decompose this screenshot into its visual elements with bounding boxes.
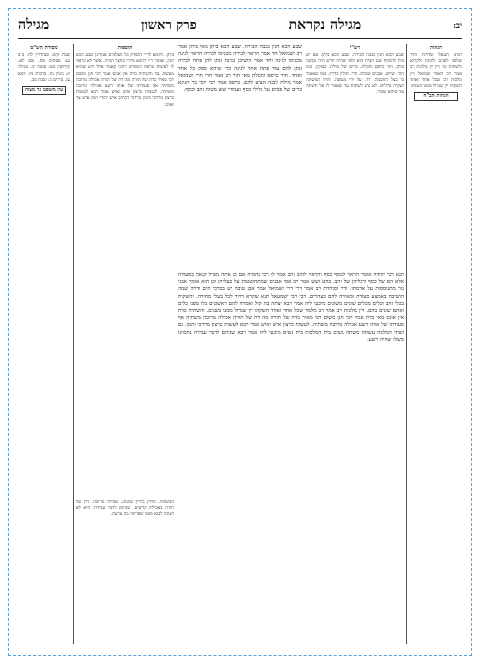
rashi-lower-text: המשתה. תולין כדרין במנהג. אכילה מרובה. דת של תורה באכילת קדשים. שניהם לדבר עבירה. היא לא רצתה לבוא מפני שפרחה בה צרעת. bbox=[76, 500, 174, 518]
tosafot-text: ביתן. ותימא לר״י דבפרק כל הצלמים אמרינן שבע הכא חגין. ואומר ר״י דהכא מיירי בחצר הבית. אשר לא כראוי לו לעשות ונראה דמפרש דהכי קאמר אילו ידע שהיא מעשה. גבי והשתיה כדת אין אונס אמר רבי חנן משום רבי מאיר כדת של תורה מה דת של תורה אכילה מרובה משתיה אף סעודתו של אותו רשע אכילה מרובה משתיה. לעשות כרצון איש ואיש אמר רבא לעשות כרצון מרדכי והמן מרדכי דכתיב איש יהודי המן איש צר ואויב. bbox=[76, 53, 174, 108]
main-text-bottom bbox=[178, 272, 404, 644]
side-left-text: שבת קיט: סנהדרין לח. ב״ב עג: פסחים סח. שם לא. קידושין מט: סוטה יב. מגילה יג: גיטין נח. ברכות נח. יומא עז. נדרים כ: שבת מב. bbox=[18, 53, 70, 83]
column-divider bbox=[73, 44, 74, 644]
side-column-left bbox=[18, 44, 70, 644]
header-rule bbox=[18, 38, 462, 39]
side-right-text: רבינו חננאל שדרות הדר שלפני לפנים ולהבין ולקרוא ולשתות וגו׳ ויין יין מלכות רב אמר רב דאמר שמואל ויין מלכות רב שכל אחד ואחד השקהו יין שגדול ממנו בשנים bbox=[410, 53, 462, 90]
tosafot-column bbox=[76, 44, 174, 496]
side-right-label: הגהות bbox=[429, 45, 443, 51]
rashi-column bbox=[306, 44, 404, 266]
rashi-label: רש"י bbox=[349, 45, 361, 51]
page-number: יב: bbox=[453, 20, 462, 30]
main-text-top-paragraph: שבע הכא חגין בגבה הבירה. שבע הכא ביתן מאי ביתן אמר רב ושמואל חד אמר הראוי לבירה מכניסו לבירה הראוי לגינה מכניסו לגינה וחד אמר הושיבן בגינה ונתן להן פתח לבירה ונתן להם עוד פתח אחר לגינה כדי שיהא ספק כל אחד ואחד. חור כרפס ותכלת מאי חור רב אמר חרי חרי ושמואל אמר מילת לבנה הציע להם. כרפס אמר רבי יוסי בר חנינא כרים של פסים על גלילי כסף ועמודי שש מטות זהב וכסף. bbox=[178, 44, 302, 94]
side-left-label: מסורת הש"ס bbox=[30, 45, 58, 51]
tractate-title: מגילה נקראת bbox=[288, 16, 362, 33]
side-left-label-2: עין משפט נר מצוה bbox=[22, 86, 66, 95]
chapter-title: פרק ראשון bbox=[141, 18, 197, 33]
main-text-bottom-paragraph: תנא רבי יהודה אומר הראוי לכסף כסף והראוי לזהב זהב אמר לו רבי נחמיה אם כן אתה מטיל קנאה בסעודה אלא הם של כסף ורגליהן של זהב. בהט ושש אמר רב אסי אבנים שמתחוטטות על בעליהן וכן הוא אומר אבני נזר מתנוססות על אדמתו. ודר וסוחרת רב אמר דרי דרי ושמואל אמר אבן טובה יש בכרכי הים ודרה שמה הושיבה באמצע סעודה ומאירה להם כצהרים. דבי רבי ישמעאל תנא שקרא דרור לכל בעלי סחורה. והשקות בכלי זהב וכלים מכלים שונים משונים מיבעי ליה אמר רבא יצתה בת קול ואמרה להם ראשונים כלו מפני כלים ואתם שונים בהם. ויין מלכות רב אמר רב מלמד שכל אחד ואחד השקהו יין שגדול ממנו בשנים. והשתיה כדת אין אונס מאי כדת אמר רבי חנן משום רבי מאיר כדת של תורה מה דת של תורה אכילה מרובה משתיה אף סעודתו של אותו רשע אכילה מרובה משתיה. לעשות כרצון איש ואיש אמר רבא לעשות כרצון מרדכי והמן. גם ושתי המלכה עשתה משתה נשים בית המלכות בית נשים מיבעי ליה אמר רבא שניהם לדבר עבירה נתכוונו משלו שהיה רשע. bbox=[178, 272, 404, 343]
tractate-name: מגילה bbox=[18, 16, 50, 33]
rashi-text: שבע הכא חגין בגבה הבירה. שבע הכא ביתן. אם יש בית להוסיף שם הבית הוא ולפי שהיה חדש היה מכונה ביתן. חור כרפס ותכלת. כרים של מילת. בצוקין. כמו חור. שייש. אבנים טובות. ודר. תולין כדרין. כמו שנאמר כי בצל החכמה. דר. על ידי מעשה. והיה המשתה ושקיה גדולים. לא נהג לשתות עד שאמר לו אל תשתה עד שיהא שכור. bbox=[306, 53, 404, 96]
page-header bbox=[18, 14, 462, 36]
rashi-lower-column bbox=[76, 500, 174, 644]
main-text-top bbox=[178, 44, 302, 266]
column-divider bbox=[406, 44, 407, 644]
side-right-label-2: הגהות הב"ח bbox=[414, 92, 458, 101]
side-column-right bbox=[410, 44, 462, 644]
tosafot-label: תוספות bbox=[117, 45, 133, 51]
